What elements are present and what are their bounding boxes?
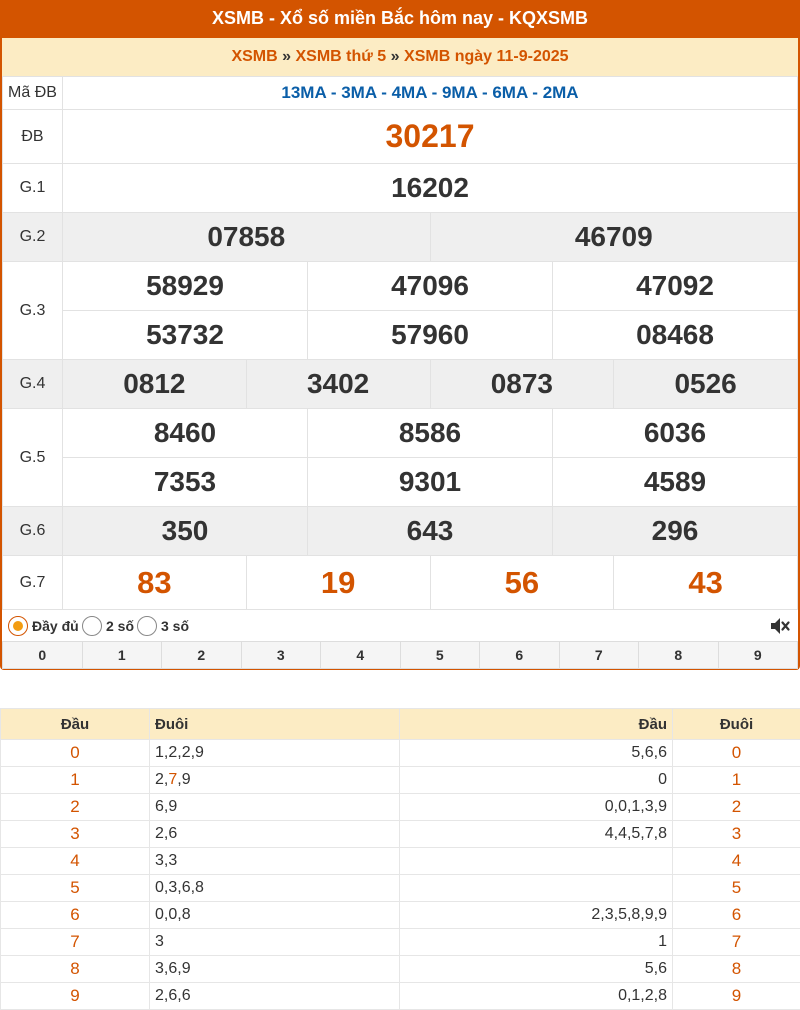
- ma-db-label: Mã ĐB: [3, 77, 63, 110]
- option-2-so[interactable]: [82, 616, 134, 636]
- breadcrumb-xsmb-date[interactable]: XSMB ngày 11-9-2025: [404, 48, 569, 65]
- digit-filter-6[interactable]: 6: [480, 642, 560, 669]
- loto-dau-list: 2,3,5,8,9,9: [400, 902, 673, 929]
- table-row: [1, 740, 800, 767]
- loto-duoi: 1: [673, 767, 800, 794]
- prize-g5-number: 6036: [553, 409, 798, 458]
- prize-g3-number: 08468: [553, 311, 798, 360]
- prize-g3-number: 53732: [63, 311, 308, 360]
- loto-duoi-list: 2,7,9: [150, 767, 400, 794]
- loto-duoi-list: 0,3,6,8: [150, 875, 400, 902]
- loto-duoi-list: 3,6,9: [150, 956, 400, 983]
- breadcrumb-xsmb-thu5[interactable]: XSMB thứ 5: [295, 48, 387, 65]
- loto-duoi: 0: [673, 740, 800, 767]
- prize-g4-number: 0873: [430, 360, 614, 409]
- loto-duoi: 6: [673, 902, 800, 929]
- prize-g7-number: 83: [63, 556, 247, 610]
- loto-duoi-list: 6,9: [150, 794, 400, 821]
- prize-g2-number: 46709: [430, 213, 798, 262]
- loto-duoi: 9: [673, 983, 800, 1010]
- breadcrumb-separator: »: [282, 48, 292, 65]
- loto-dau: 1: [1, 767, 150, 794]
- digit-filter: [2, 641, 798, 669]
- digit-filter-0[interactable]: 0: [3, 642, 83, 669]
- loto-dau: 9: [1, 983, 150, 1010]
- prize-label-g1: G.1: [3, 164, 63, 213]
- loto-dau-list: [400, 848, 673, 875]
- radio-full[interactable]: [8, 616, 28, 636]
- loto-duoi-list: 0,0,8: [150, 902, 400, 929]
- prize-g6-number: 643: [308, 507, 553, 556]
- prize-g3-number: 47096: [308, 262, 553, 311]
- table-row: [1, 875, 800, 902]
- loto-dau-list: 0,1,2,8: [400, 983, 673, 1010]
- table-row: [1, 983, 800, 1010]
- prize-g4-number: 3402: [246, 360, 430, 409]
- loto-dau: 4: [1, 848, 150, 875]
- speaker-muted-icon[interactable]: [768, 614, 792, 638]
- prize-g5-number: 9301: [308, 458, 553, 507]
- page-title: XSMB - Xổ số miền Bắc hôm nay - KQXSMB: [0, 0, 800, 38]
- loto-duoi-list: 1,2,2,9: [150, 740, 400, 767]
- prize-g4-number: 0526: [614, 360, 798, 409]
- prize-g5-number: 4589: [553, 458, 798, 507]
- option-full-label: Đầy đủ: [32, 618, 79, 634]
- digit-filter-9[interactable]: 9: [718, 642, 798, 669]
- loto-header-dau: Đầu: [1, 709, 150, 740]
- prize-g7-number: 19: [246, 556, 430, 610]
- prize-g5-number: 7353: [63, 458, 308, 507]
- loto-dau: 7: [1, 929, 150, 956]
- prize-g5-number: 8460: [63, 409, 308, 458]
- prize-g1-number: 16202: [63, 164, 798, 213]
- table-row: [1, 794, 800, 821]
- prize-g3-number: 58929: [63, 262, 308, 311]
- loto-dau-list: [400, 875, 673, 902]
- prize-db-number: 30217: [63, 110, 798, 164]
- loto-body: [1, 740, 800, 1010]
- digit-filter-2[interactable]: 2: [162, 642, 242, 669]
- loto-duoi: 8: [673, 956, 800, 983]
- table-row: [1, 848, 800, 875]
- loto-duoi-list: 2,6: [150, 821, 400, 848]
- loto-table: [0, 708, 800, 1010]
- loto-dau: 0: [1, 740, 150, 767]
- prize-g6-number: 350: [63, 507, 308, 556]
- table-row: [1, 902, 800, 929]
- loto-duoi: 5: [673, 875, 800, 902]
- loto-duoi: 4: [673, 848, 800, 875]
- option-3-so[interactable]: [137, 616, 189, 636]
- prize-g5-number: 8586: [308, 409, 553, 458]
- prize-label-g5: G.5: [3, 409, 63, 507]
- table-row: [1, 956, 800, 983]
- digit-filter-5[interactable]: 5: [400, 642, 480, 669]
- radio-2-so[interactable]: [82, 616, 102, 636]
- prize-g3-number: 47092: [553, 262, 798, 311]
- option-full[interactable]: [8, 616, 79, 636]
- loto-duoi: 7: [673, 929, 800, 956]
- prize-g7-number: 43: [614, 556, 798, 610]
- option-2-so-label: 2 số: [106, 618, 135, 634]
- prize-g6-number: 296: [553, 507, 798, 556]
- loto-dau-list: 1: [400, 929, 673, 956]
- loto-duoi: 2: [673, 794, 800, 821]
- loto-dau: 8: [1, 956, 150, 983]
- loto-dau: 6: [1, 902, 150, 929]
- loto-duoi-list: 3,3: [150, 848, 400, 875]
- loto-digit: 2: [155, 771, 164, 788]
- digit-filter-8[interactable]: 8: [639, 642, 719, 669]
- prize-label-g4: G.4: [3, 360, 63, 409]
- prize-label-db: ĐB: [3, 110, 63, 164]
- result-table: [2, 76, 798, 610]
- prize-label-g7: G.7: [3, 556, 63, 610]
- loto-dau-list: 0: [400, 767, 673, 794]
- prize-label-g6: G.6: [3, 507, 63, 556]
- prize-g3-number: 57960: [308, 311, 553, 360]
- breadcrumb: [2, 38, 798, 76]
- loto-dau-list: 4,4,5,7,8: [400, 821, 673, 848]
- option-3-so-label: 3 số: [161, 618, 190, 634]
- prize-g7-number: 56: [430, 556, 614, 610]
- display-options: [2, 610, 798, 642]
- loto-header-duoi: Đuôi: [150, 709, 400, 740]
- prize-label-g2: G.2: [3, 213, 63, 262]
- loto-duoi-list: 2,6,6: [150, 983, 400, 1010]
- loto-dau: 3: [1, 821, 150, 848]
- loto-dau-list: 5,6: [400, 956, 673, 983]
- table-row: [1, 821, 800, 848]
- loto-dau-list: 0,0,1,3,9: [400, 794, 673, 821]
- digit-filter-7[interactable]: 7: [559, 642, 639, 669]
- prize-label-g3: G.3: [3, 262, 63, 360]
- digit-filter-3[interactable]: 3: [241, 642, 321, 669]
- digit-filter-1[interactable]: 1: [82, 642, 162, 669]
- table-row: [1, 767, 800, 794]
- breadcrumb-separator: »: [390, 48, 400, 65]
- table-row: [1, 929, 800, 956]
- loto-dau-list: 5,6,6: [400, 740, 673, 767]
- prize-g2-number: 07858: [63, 213, 431, 262]
- loto-dau: 5: [1, 875, 150, 902]
- loto-duoi: 3: [673, 821, 800, 848]
- loto-duoi-list: 3: [150, 929, 400, 956]
- loto-digit: 7: [168, 771, 178, 788]
- prize-g4-number: 0812: [63, 360, 247, 409]
- loto-header-dau: Đầu: [400, 709, 673, 740]
- digit-filter-4[interactable]: 4: [321, 642, 401, 669]
- loto-digit: 9: [181, 771, 191, 788]
- loto-header-duoi: Đuôi: [673, 709, 800, 740]
- loto-dau: 2: [1, 794, 150, 821]
- radio-3-so[interactable]: [137, 616, 157, 636]
- ma-db-value: 13MA - 3MA - 4MA - 9MA - 6MA - 2MA: [63, 77, 798, 110]
- breadcrumb-xsmb[interactable]: XSMB: [231, 48, 278, 65]
